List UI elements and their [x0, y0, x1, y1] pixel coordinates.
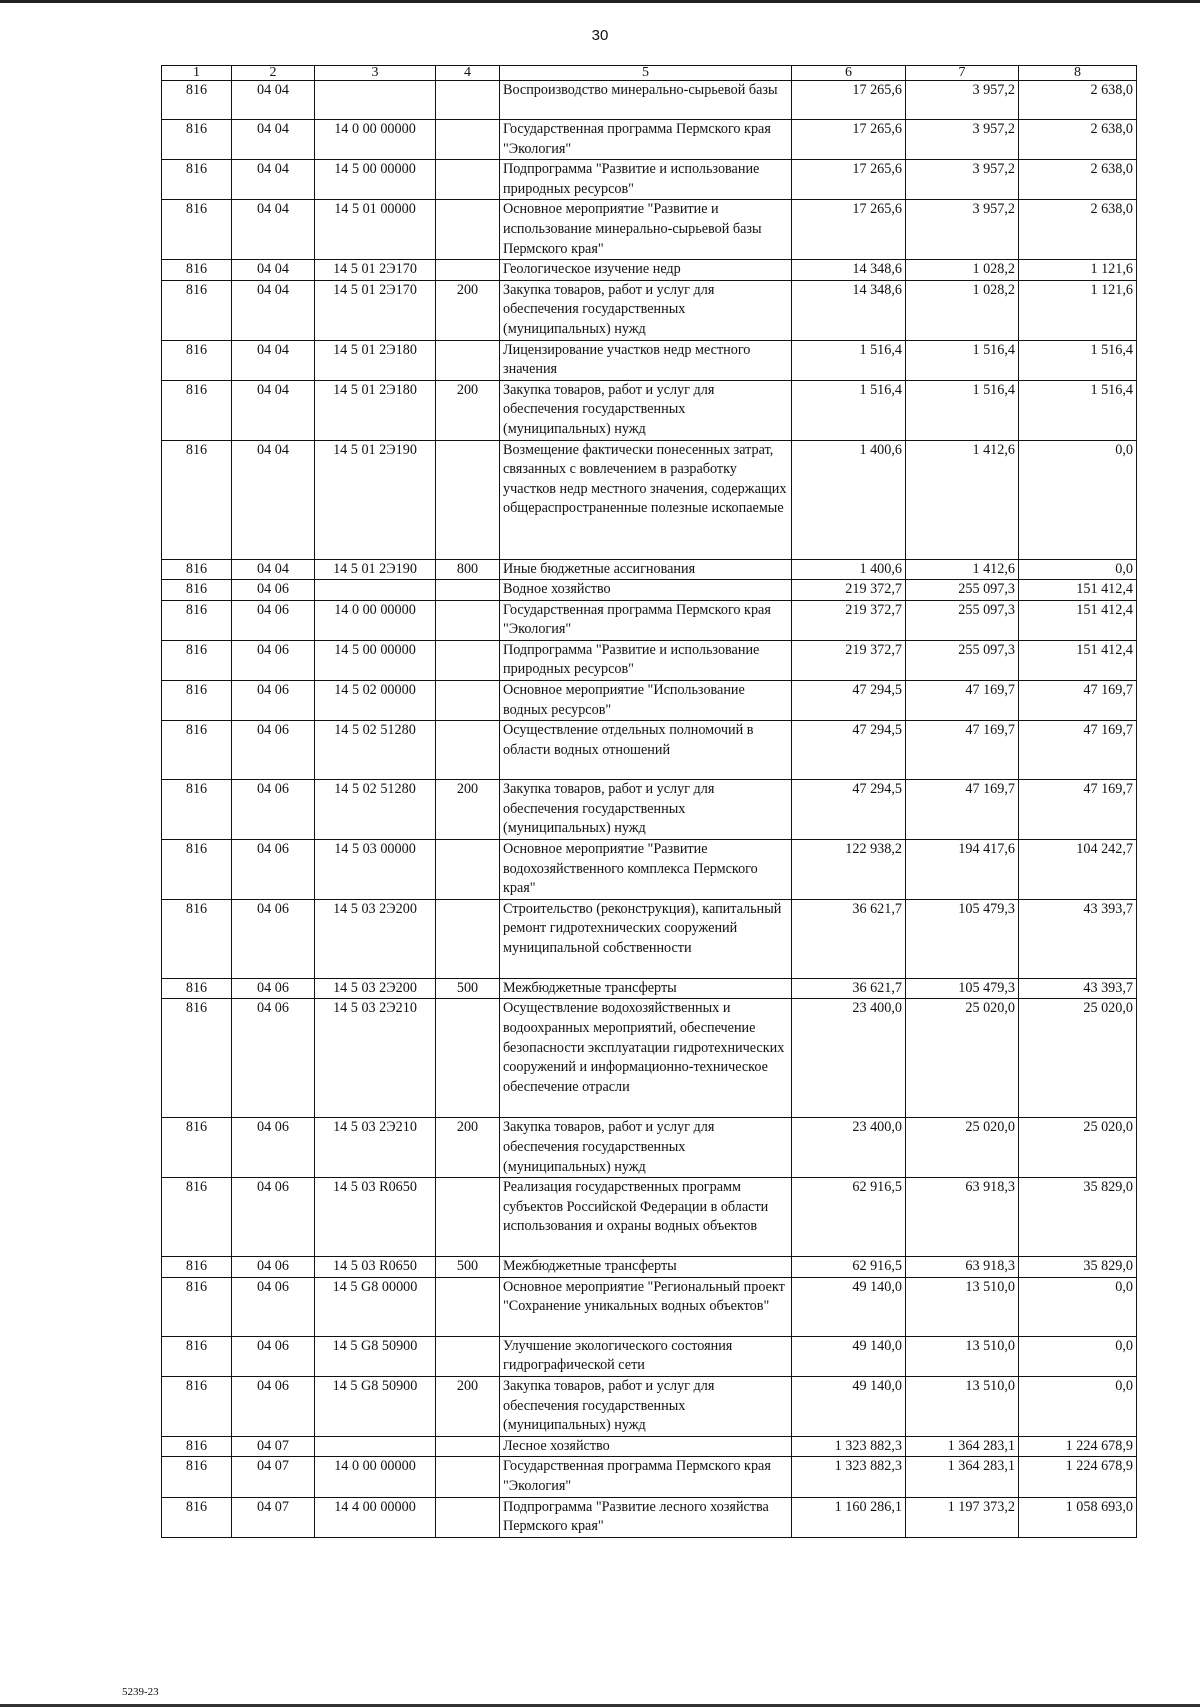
cell-description: Улучшение экологического состояния гидрографической сети [500, 1336, 792, 1376]
cell-section-code: 04 06 [232, 1118, 315, 1178]
table-row [162, 999, 1137, 1118]
cell-admin-code: 816 [162, 1457, 232, 1497]
cell-amount-7: 63 918,3 [906, 1178, 1019, 1257]
cell-amount-6: 62 916,5 [792, 1257, 906, 1278]
table-row [162, 1257, 1137, 1278]
cell-amount-8: 0,0 [1019, 440, 1137, 559]
cell-amount-8: 43 393,7 [1019, 978, 1137, 999]
cell-section-code: 04 06 [232, 780, 315, 840]
cell-expense-type [436, 81, 500, 120]
cell-amount-6: 17 265,6 [792, 120, 906, 160]
cell-description: Закупка товаров, работ и услуг для обеспечения государственных (муниципальных) нужд [500, 380, 792, 440]
cell-section-code: 04 06 [232, 1257, 315, 1278]
cell-admin-code: 816 [162, 380, 232, 440]
cell-amount-6: 122 938,2 [792, 840, 906, 900]
cell-amount-7: 47 169,7 [906, 721, 1019, 780]
cell-amount-8: 1 516,4 [1019, 380, 1137, 440]
table-row [162, 340, 1137, 380]
cell-amount-6: 1 516,4 [792, 380, 906, 440]
cell-amount-8: 2 638,0 [1019, 160, 1137, 200]
cell-amount-8: 1 516,4 [1019, 340, 1137, 380]
cell-section-code: 04 04 [232, 559, 315, 580]
cell-amount-7: 47 169,7 [906, 681, 1019, 721]
cell-section-code: 04 04 [232, 160, 315, 200]
cell-admin-code: 816 [162, 1497, 232, 1537]
header-col-6: 6 [792, 66, 906, 81]
cell-admin-code: 816 [162, 280, 232, 340]
cell-section-code: 04 06 [232, 999, 315, 1118]
cell-target-article: 14 5 01 2Э180 [315, 340, 436, 380]
cell-admin-code: 816 [162, 1376, 232, 1436]
cell-expense-type [436, 440, 500, 559]
cell-amount-6: 1 323 882,3 [792, 1436, 906, 1457]
cell-amount-6: 1 160 286,1 [792, 1497, 906, 1537]
table-row [162, 160, 1137, 200]
cell-admin-code: 816 [162, 340, 232, 380]
cell-expense-type [436, 1497, 500, 1537]
cell-admin-code: 816 [162, 120, 232, 160]
cell-target-article: 14 5 03 R0650 [315, 1257, 436, 1278]
cell-expense-type [436, 600, 500, 640]
cell-admin-code: 816 [162, 200, 232, 260]
budget-table [161, 65, 1137, 1538]
cell-amount-7: 13 510,0 [906, 1336, 1019, 1376]
cell-expense-type: 500 [436, 978, 500, 999]
cell-admin-code: 816 [162, 81, 232, 120]
cell-description: Воспроизводство минерально-сырьевой базы [500, 81, 792, 120]
cell-target-article: 14 5 03 R0650 [315, 1178, 436, 1257]
cell-admin-code: 816 [162, 1178, 232, 1257]
cell-amount-7: 63 918,3 [906, 1257, 1019, 1278]
cell-amount-6: 17 265,6 [792, 200, 906, 260]
table-row [162, 1376, 1137, 1436]
cell-amount-7: 255 097,3 [906, 600, 1019, 640]
table-row [162, 1178, 1137, 1257]
cell-target-article: 14 5 03 00000 [315, 840, 436, 900]
cell-amount-6: 219 372,7 [792, 580, 906, 601]
cell-section-code: 04 04 [232, 120, 315, 160]
cell-amount-8: 1 224 678,9 [1019, 1457, 1137, 1497]
cell-amount-6: 49 140,0 [792, 1336, 906, 1376]
cell-amount-6: 1 400,6 [792, 440, 906, 559]
cell-target-article [315, 1436, 436, 1457]
cell-amount-6: 47 294,5 [792, 721, 906, 780]
cell-target-article: 14 5 01 2Э180 [315, 380, 436, 440]
cell-amount-8: 2 638,0 [1019, 81, 1137, 120]
cell-description: Государственная программа Пермского края "Экология" [500, 600, 792, 640]
table-row [162, 81, 1137, 120]
cell-admin-code: 816 [162, 681, 232, 721]
cell-amount-8: 151 412,4 [1019, 640, 1137, 680]
cell-section-code: 04 06 [232, 1277, 315, 1336]
cell-amount-6: 14 348,6 [792, 280, 906, 340]
cell-expense-type [436, 1277, 500, 1336]
cell-amount-7: 47 169,7 [906, 780, 1019, 840]
cell-expense-type [436, 1457, 500, 1497]
cell-amount-8: 2 638,0 [1019, 200, 1137, 260]
cell-description: Государственная программа Пермского края "Экология" [500, 120, 792, 160]
cell-amount-7: 3 957,2 [906, 160, 1019, 200]
cell-description: Межбюджетные трансферты [500, 1257, 792, 1278]
cell-amount-8: 0,0 [1019, 1277, 1137, 1336]
cell-amount-8: 0,0 [1019, 1376, 1137, 1436]
cell-description: Основное мероприятие "Развитие водохозяйственного комплекса Пермского края" [500, 840, 792, 900]
table-row [162, 1336, 1137, 1376]
cell-amount-6: 47 294,5 [792, 780, 906, 840]
table-row [162, 681, 1137, 721]
cell-expense-type [436, 580, 500, 601]
cell-amount-6: 36 621,7 [792, 978, 906, 999]
cell-amount-6: 23 400,0 [792, 999, 906, 1118]
cell-target-article: 14 5 03 2Э200 [315, 899, 436, 978]
table-row [162, 120, 1137, 160]
cell-amount-6: 219 372,7 [792, 600, 906, 640]
cell-section-code: 04 04 [232, 440, 315, 559]
cell-section-code: 04 04 [232, 81, 315, 120]
cell-section-code: 04 06 [232, 1336, 315, 1376]
cell-description: Межбюджетные трансферты [500, 978, 792, 999]
header-col-1: 1 [162, 66, 232, 81]
cell-amount-7: 3 957,2 [906, 120, 1019, 160]
cell-description: Закупка товаров, работ и услуг для обеспечения государственных (муниципальных) нужд [500, 780, 792, 840]
cell-amount-8: 151 412,4 [1019, 600, 1137, 640]
table-header-row [162, 66, 1137, 81]
table-row [162, 640, 1137, 680]
cell-amount-8: 1 224 678,9 [1019, 1436, 1137, 1457]
table-row [162, 380, 1137, 440]
cell-expense-type [436, 999, 500, 1118]
cell-amount-6: 49 140,0 [792, 1376, 906, 1436]
cell-amount-8: 43 393,7 [1019, 899, 1137, 978]
cell-amount-7: 1 516,4 [906, 380, 1019, 440]
cell-amount-6: 23 400,0 [792, 1118, 906, 1178]
cell-description: Основное мероприятие "Региональный проект "Сохранение уникальных водных объектов" [500, 1277, 792, 1336]
cell-target-article: 14 5 G8 00000 [315, 1277, 436, 1336]
header-col-3: 3 [315, 66, 436, 81]
cell-amount-7: 1 028,2 [906, 280, 1019, 340]
cell-amount-7: 105 479,3 [906, 899, 1019, 978]
cell-section-code: 04 07 [232, 1457, 315, 1497]
cell-expense-type [436, 1436, 500, 1457]
cell-amount-8: 25 020,0 [1019, 1118, 1137, 1178]
cell-description: Подпрограмма "Развитие лесного хозяйства Пермского края" [500, 1497, 792, 1537]
page-top-edge [0, 0, 1200, 3]
cell-expense-type [436, 160, 500, 200]
cell-expense-type: 200 [436, 780, 500, 840]
cell-description: Закупка товаров, работ и услуг для обеспечения государственных (муниципальных) нужд [500, 280, 792, 340]
cell-description: Закупка товаров, работ и услуг для обеспечения государственных (муниципальных) нужд [500, 1376, 792, 1436]
cell-target-article [315, 81, 436, 120]
cell-amount-6: 219 372,7 [792, 640, 906, 680]
cell-admin-code: 816 [162, 721, 232, 780]
cell-description: Основное мероприятие "Использование водных ресурсов" [500, 681, 792, 721]
table-row [162, 1457, 1137, 1497]
table-row [162, 978, 1137, 999]
cell-section-code: 04 04 [232, 200, 315, 260]
cell-amount-6: 62 916,5 [792, 1178, 906, 1257]
cell-target-article: 14 5 01 2Э170 [315, 260, 436, 281]
cell-section-code: 04 06 [232, 1178, 315, 1257]
cell-description: Осуществление водохозяйственных и водоохранных мероприятий, обеспечение безопасности эксплуатации гидротехнических сооружений и информационно-техническое обеспечение отрасли [500, 999, 792, 1118]
cell-target-article: 14 5 02 51280 [315, 721, 436, 780]
cell-amount-8: 1 121,6 [1019, 260, 1137, 281]
cell-amount-6: 17 265,6 [792, 81, 906, 120]
cell-admin-code: 816 [162, 160, 232, 200]
table-row [162, 1277, 1137, 1336]
cell-target-article: 14 5 G8 50900 [315, 1336, 436, 1376]
cell-amount-7: 105 479,3 [906, 978, 1019, 999]
header-col-7: 7 [906, 66, 1019, 81]
cell-amount-8: 2 638,0 [1019, 120, 1137, 160]
cell-description: Осуществление отдельных полномочий в области водных отношений [500, 721, 792, 780]
cell-section-code: 04 06 [232, 1376, 315, 1436]
cell-admin-code: 816 [162, 559, 232, 580]
cell-section-code: 04 06 [232, 978, 315, 999]
cell-description: Водное хозяйство [500, 580, 792, 601]
cell-expense-type [436, 1336, 500, 1376]
cell-amount-8: 35 829,0 [1019, 1257, 1137, 1278]
cell-amount-7: 1 197 373,2 [906, 1497, 1019, 1537]
cell-amount-7: 255 097,3 [906, 640, 1019, 680]
cell-amount-8: 25 020,0 [1019, 999, 1137, 1118]
cell-target-article: 14 5 03 2Э210 [315, 999, 436, 1118]
cell-amount-8: 35 829,0 [1019, 1178, 1137, 1257]
cell-amount-8: 0,0 [1019, 559, 1137, 580]
cell-amount-6: 36 621,7 [792, 899, 906, 978]
document-code: 5239-23 [122, 1686, 159, 1698]
cell-expense-type [436, 340, 500, 380]
cell-description: Строительство (реконструкция), капитальный ремонт гидротехнических сооружений муниципальной собственности [500, 899, 792, 978]
cell-amount-8: 151 412,4 [1019, 580, 1137, 601]
cell-description: Иные бюджетные ассигнования [500, 559, 792, 580]
cell-admin-code: 816 [162, 899, 232, 978]
cell-admin-code: 816 [162, 1277, 232, 1336]
cell-description: Государственная программа Пермского края "Экология" [500, 1457, 792, 1497]
cell-admin-code: 816 [162, 580, 232, 601]
table-row [162, 580, 1137, 601]
cell-admin-code: 816 [162, 640, 232, 680]
cell-amount-8: 47 169,7 [1019, 681, 1137, 721]
cell-description: Реализация государственных программ субъектов Российской Федерации в области использования и охраны водных объектов [500, 1178, 792, 1257]
cell-admin-code: 816 [162, 780, 232, 840]
cell-target-article: 14 5 02 51280 [315, 780, 436, 840]
cell-description: Возмещение фактически понесенных затрат, связанных с вовлечением в разработку участков недр местного значения, содержащих общераспространенные полезные ископаемые [500, 440, 792, 559]
cell-expense-type: 200 [436, 380, 500, 440]
cell-expense-type [436, 260, 500, 281]
cell-description: Закупка товаров, работ и услуг для обеспечения государственных (муниципальных) нужд [500, 1118, 792, 1178]
cell-expense-type [436, 120, 500, 160]
cell-description: Геологическое изучение недр [500, 260, 792, 281]
table-row [162, 721, 1137, 780]
cell-amount-7: 25 020,0 [906, 999, 1019, 1118]
cell-amount-7: 13 510,0 [906, 1277, 1019, 1336]
cell-target-article: 14 0 00 00000 [315, 1457, 436, 1497]
page-number: 30 [591, 27, 609, 44]
cell-amount-6: 14 348,6 [792, 260, 906, 281]
cell-section-code: 04 06 [232, 600, 315, 640]
cell-expense-type [436, 681, 500, 721]
cell-section-code: 04 06 [232, 840, 315, 900]
header-col-8: 8 [1019, 66, 1137, 81]
cell-amount-8: 47 169,7 [1019, 721, 1137, 780]
cell-target-article [315, 580, 436, 601]
cell-amount-7: 3 957,2 [906, 200, 1019, 260]
cell-admin-code: 816 [162, 1436, 232, 1457]
table-row [162, 1497, 1137, 1537]
cell-section-code: 04 07 [232, 1436, 315, 1457]
cell-description: Подпрограмма "Развитие и использование природных ресурсов" [500, 640, 792, 680]
cell-admin-code: 816 [162, 440, 232, 559]
cell-amount-7: 13 510,0 [906, 1376, 1019, 1436]
cell-target-article: 14 5 01 00000 [315, 200, 436, 260]
cell-section-code: 04 06 [232, 681, 315, 721]
cell-amount-7: 1 516,4 [906, 340, 1019, 380]
cell-section-code: 04 04 [232, 380, 315, 440]
table-row [162, 780, 1137, 840]
cell-amount-7: 1 028,2 [906, 260, 1019, 281]
cell-amount-8: 104 242,7 [1019, 840, 1137, 900]
cell-expense-type: 200 [436, 280, 500, 340]
cell-expense-type: 200 [436, 1118, 500, 1178]
cell-description: Основное мероприятие "Развитие и использование минерально-сырьевой базы Пермского края" [500, 200, 792, 260]
cell-amount-6: 17 265,6 [792, 160, 906, 200]
cell-target-article: 14 5 01 2Э190 [315, 559, 436, 580]
cell-target-article: 14 5 00 00000 [315, 640, 436, 680]
cell-target-article: 14 0 00 00000 [315, 600, 436, 640]
table-row [162, 600, 1137, 640]
cell-target-article: 14 5 01 2Э170 [315, 280, 436, 340]
table-row [162, 1436, 1137, 1457]
cell-amount-6: 47 294,5 [792, 681, 906, 721]
cell-expense-type [436, 840, 500, 900]
cell-expense-type: 200 [436, 1376, 500, 1436]
cell-amount-6: 49 140,0 [792, 1277, 906, 1336]
cell-amount-8: 1 121,6 [1019, 280, 1137, 340]
cell-description: Подпрограмма "Развитие и использование природных ресурсов" [500, 160, 792, 200]
cell-admin-code: 816 [162, 978, 232, 999]
cell-target-article: 14 4 00 00000 [315, 1497, 436, 1537]
cell-admin-code: 816 [162, 260, 232, 281]
cell-admin-code: 816 [162, 1257, 232, 1278]
cell-admin-code: 816 [162, 600, 232, 640]
cell-amount-7: 3 957,2 [906, 81, 1019, 120]
cell-section-code: 04 06 [232, 640, 315, 680]
table-row [162, 899, 1137, 978]
cell-description: Лицензирование участков недр местного значения [500, 340, 792, 380]
cell-expense-type [436, 721, 500, 780]
table-row [162, 840, 1137, 900]
cell-target-article: 14 5 03 2Э210 [315, 1118, 436, 1178]
cell-target-article: 14 5 02 00000 [315, 681, 436, 721]
header-col-4: 4 [436, 66, 500, 81]
cell-section-code: 04 04 [232, 340, 315, 380]
cell-amount-6: 1 400,6 [792, 559, 906, 580]
table-row [162, 280, 1137, 340]
cell-section-code: 04 04 [232, 260, 315, 281]
cell-amount-7: 255 097,3 [906, 580, 1019, 601]
table-row [162, 260, 1137, 281]
table-row [162, 200, 1137, 260]
cell-amount-6: 1 516,4 [792, 340, 906, 380]
cell-section-code: 04 06 [232, 899, 315, 978]
cell-target-article: 14 5 G8 50900 [315, 1376, 436, 1436]
table-row [162, 440, 1137, 559]
cell-target-article: 14 0 00 00000 [315, 120, 436, 160]
cell-amount-8: 47 169,7 [1019, 780, 1137, 840]
cell-amount-7: 1 364 283,1 [906, 1436, 1019, 1457]
header-col-5: 5 [500, 66, 792, 81]
cell-amount-6: 1 323 882,3 [792, 1457, 906, 1497]
cell-target-article: 14 5 01 2Э190 [315, 440, 436, 559]
cell-expense-type: 800 [436, 559, 500, 580]
table-row [162, 1118, 1137, 1178]
cell-admin-code: 816 [162, 1118, 232, 1178]
cell-description: Лесное хозяйство [500, 1436, 792, 1457]
cell-section-code: 04 07 [232, 1497, 315, 1537]
cell-admin-code: 816 [162, 840, 232, 900]
cell-admin-code: 816 [162, 999, 232, 1118]
cell-expense-type [436, 899, 500, 978]
cell-amount-8: 0,0 [1019, 1336, 1137, 1376]
table-row [162, 559, 1137, 580]
cell-expense-type: 500 [436, 1257, 500, 1278]
cell-amount-7: 25 020,0 [906, 1118, 1019, 1178]
cell-admin-code: 816 [162, 1336, 232, 1376]
cell-target-article: 14 5 00 00000 [315, 160, 436, 200]
cell-expense-type [436, 640, 500, 680]
cell-section-code: 04 06 [232, 721, 315, 780]
cell-expense-type [436, 200, 500, 260]
cell-expense-type [436, 1178, 500, 1257]
cell-target-article: 14 5 03 2Э200 [315, 978, 436, 999]
cell-amount-7: 1 412,6 [906, 440, 1019, 559]
header-col-2: 2 [232, 66, 315, 81]
cell-amount-7: 1 412,6 [906, 559, 1019, 580]
cell-amount-7: 1 364 283,1 [906, 1457, 1019, 1497]
cell-amount-8: 1 058 693,0 [1019, 1497, 1137, 1537]
cell-section-code: 04 06 [232, 580, 315, 601]
cell-amount-7: 194 417,6 [906, 840, 1019, 900]
cell-section-code: 04 04 [232, 280, 315, 340]
